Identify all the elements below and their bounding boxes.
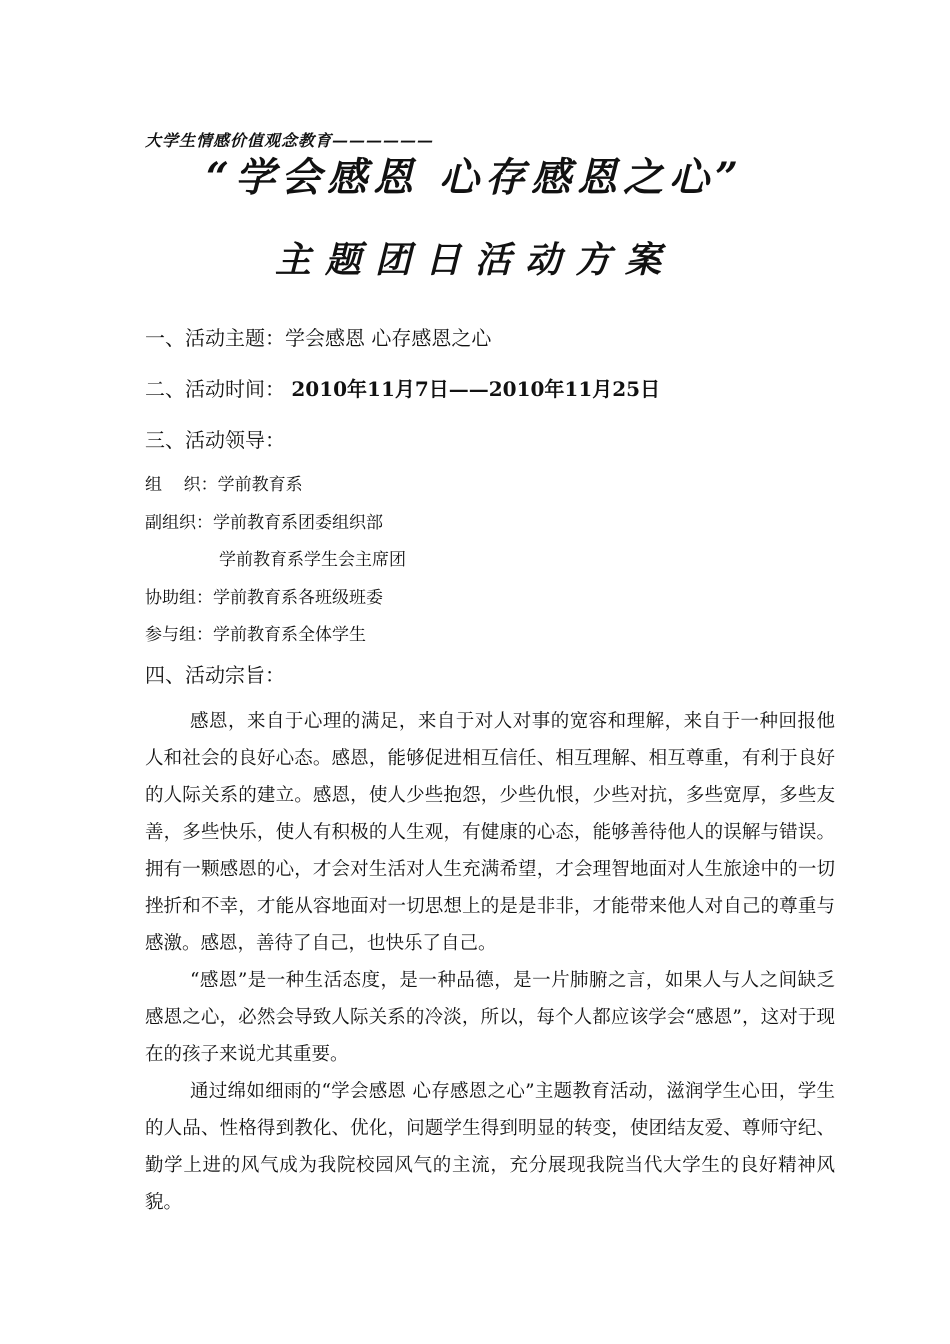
organizer-line: 组 织：学前教育系	[145, 475, 303, 495]
organizer-line: 学前教育系学生会主席团	[219, 550, 406, 570]
organizer-line: 副组织：学前教育系团委组织部	[145, 513, 383, 533]
document-title-line-2: 主题团日活动方案	[274, 239, 675, 281]
body-paragraph: “感恩”是一种生活态度，是一种品德，是一片肺腑之言，如果人与人之间缺乏感恩之心，必然会导致人际关系的冷淡，所以，每个人都应该学会“感恩”，这对于现在的孩子来说尤其重要。	[145, 970, 835, 1065]
section-time	[145, 373, 660, 402]
body-paragraph: 通过绵如细雨的“学会感恩 心存感恩之心”主题教育活动，滋润学生心田，学生的人品、性格得到教化、优化，问题学生得到明显的转变，使团结友爱、尊师守纪、勤学上进的风气成为我院校园风气的主流，充分展现我院当代大学生的良好精神风貌。	[145, 1081, 835, 1213]
document-title: “学会感恩 心存感恩之心”	[206, 154, 744, 201]
organizer-line: 参与组：学前教育系全体学生	[145, 625, 366, 645]
section-time-label: 二、活动时间：	[145, 377, 285, 401]
document-subtitle: 大学生情感价值观念教育——————	[145, 131, 435, 150]
section-purpose: 四、活动宗旨：	[145, 663, 285, 687]
organizer-line: 协助组：学前教育系各班级班委	[145, 588, 383, 608]
section-leadership: 三、活动领导：	[145, 428, 285, 452]
section-theme: 一、活动主题：学会感恩 心存感恩之心	[145, 326, 492, 350]
section-time-value: 2010年11月7日——2010年11月25日	[291, 377, 661, 401]
body-paragraph: 感恩，来自于心理的满足，来自于对人对事的宽容和理解，来自于一种回报他人和社会的良好心态。感恩，能够促进相互信任、相互理解、相互尊重，有利于良好的人际关系的建立。感恩，使人少些抱怨，少些仇恨，少些对抗，多些宽厚，多些友善，多些快乐，使人有积极的人生观，有健康的心态，能够善待他人的误解与错误。拥有一颗感恩的心，才会对生活对人生充满希望，才会理智地面对人生旅途中的一切挫折和不幸，才能从容地面对一切思想上的是是非非，才能带来他人对自己的尊重与感激。感恩，善待了自己，也快乐了自己。	[145, 711, 835, 954]
